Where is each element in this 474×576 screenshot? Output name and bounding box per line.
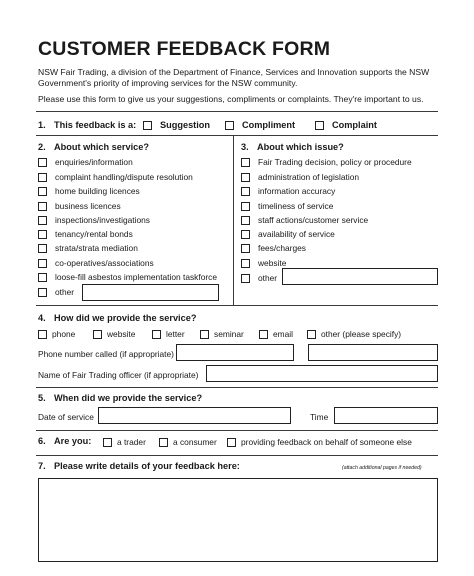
checkbox[interactable]	[103, 438, 112, 447]
checkbox[interactable]	[38, 259, 47, 268]
issue-other-field[interactable]	[282, 268, 438, 285]
checkbox[interactable]	[241, 230, 250, 239]
divider	[36, 305, 438, 306]
checkbox[interactable]	[259, 330, 268, 339]
section-7-label: Please write details of your feedback here:	[54, 461, 240, 471]
section-6-heading: 6. Are you:	[38, 436, 92, 446]
section-2-label: About which service?	[54, 142, 149, 152]
issue-option[interactable]: fees/charges	[241, 243, 306, 253]
service-option[interactable]: co-operatives/associations	[38, 258, 154, 268]
feedback-type-complaint[interactable]: Complaint	[315, 120, 377, 130]
intro-line-1: NSW Fair Trading, a division of the Department of Finance, Services and Innovation supports the NSW	[38, 67, 430, 77]
channel-seminar[interactable]: seminar	[200, 329, 244, 339]
section-5-label: When did we provide the service?	[54, 393, 203, 403]
role-consumer[interactable]: a consumer	[159, 437, 217, 447]
phone-number-label: Phone number called (if appropriate)	[38, 349, 174, 359]
officer-name-label: Name of Fair Trading officer (if appropriate)	[38, 370, 199, 380]
checkbox[interactable]	[38, 187, 47, 196]
divider	[36, 135, 438, 136]
checkbox[interactable]	[241, 244, 250, 253]
checkbox[interactable]	[241, 216, 250, 225]
checkbox[interactable]	[241, 158, 250, 167]
service-option[interactable]: strata/strata mediation	[38, 243, 138, 253]
service-option[interactable]: home building licences	[38, 186, 140, 196]
section-1-label: This feedback is a:	[54, 120, 137, 130]
form-title: CUSTOMER FEEDBACK FORM	[38, 38, 331, 60]
service-option-other[interactable]: other	[38, 287, 74, 297]
feedback-type-compliment[interactable]: Compliment	[225, 120, 295, 130]
issue-option[interactable]: website	[241, 258, 286, 268]
section-4-heading: 4. How did we provide the service?	[38, 313, 197, 323]
issue-option[interactable]: administration of legislation	[241, 172, 359, 182]
section-6-label: Are you:	[54, 436, 92, 446]
checkbox[interactable]	[225, 121, 234, 130]
role-on-behalf[interactable]: providing feedback on behalf of someone else	[227, 437, 412, 447]
checkbox[interactable]	[241, 274, 250, 283]
checkbox[interactable]	[200, 330, 209, 339]
checkbox[interactable]	[143, 121, 152, 130]
checkbox[interactable]	[38, 230, 47, 239]
divider	[36, 430, 438, 431]
channel-email[interactable]: email	[259, 329, 293, 339]
service-option[interactable]: tenancy/rental bonds	[38, 229, 133, 239]
checkbox[interactable]	[152, 330, 161, 339]
officer-name-field[interactable]	[206, 365, 438, 382]
checkbox[interactable]	[38, 173, 47, 182]
date-of-service-label: Date of service	[38, 412, 94, 422]
divider	[36, 111, 438, 112]
checkbox[interactable]	[227, 438, 236, 447]
role-trader[interactable]: a trader	[103, 437, 146, 447]
channel-phone[interactable]: phone	[38, 329, 75, 339]
section-7-heading: 7. Please write details of your feedback here:	[38, 461, 240, 471]
service-other-field[interactable]	[82, 284, 219, 301]
phone-number-field[interactable]	[176, 344, 294, 361]
checkbox[interactable]	[159, 438, 168, 447]
checkbox[interactable]	[241, 187, 250, 196]
feedback-type-suggestion[interactable]: Suggestion	[143, 120, 210, 130]
time-field[interactable]	[334, 407, 438, 424]
other-channel-field[interactable]	[308, 344, 438, 361]
column-divider	[233, 135, 234, 305]
time-label: Time	[310, 412, 329, 422]
section-1-heading: 1. This feedback is a:	[38, 120, 137, 130]
checkbox[interactable]	[38, 273, 47, 282]
issue-option[interactable]: availability of service	[241, 229, 335, 239]
checkbox[interactable]	[38, 244, 47, 253]
service-option[interactable]: complaint handling/dispute resolution	[38, 172, 193, 182]
channel-website[interactable]: website	[93, 329, 135, 339]
service-option[interactable]: business licences	[38, 201, 121, 211]
date-of-service-field[interactable]	[98, 407, 291, 424]
issue-option[interactable]: information accuracy	[241, 186, 335, 196]
checkbox[interactable]	[241, 202, 250, 211]
service-option[interactable]: inspections/investigations	[38, 215, 150, 225]
issue-option[interactable]: timeliness of service	[241, 201, 333, 211]
checkbox[interactable]	[38, 288, 47, 297]
issue-option[interactable]: staff actions/customer service	[241, 215, 368, 225]
divider	[36, 455, 438, 456]
issue-option-other[interactable]: other	[241, 273, 277, 283]
channel-other[interactable]: other (please specify)	[307, 329, 401, 339]
section-5-heading: 5. When did we provide the service?	[38, 393, 203, 403]
feedback-details-textarea[interactable]	[38, 478, 438, 562]
checkbox[interactable]	[241, 259, 250, 268]
intro-line-2: Government's priority of improving services for the NSW community.	[38, 78, 298, 88]
checkbox[interactable]	[38, 216, 47, 225]
issue-option[interactable]: Fair Trading decision, policy or procedure	[241, 157, 412, 167]
attach-pages-note: (attach additional pages if needed)	[342, 465, 422, 471]
section-2-heading: 2. About which service?	[38, 142, 149, 152]
section-3-heading: 3. About which issue?	[241, 142, 344, 152]
section-3-label: About which issue?	[257, 142, 344, 152]
channel-letter[interactable]: letter	[152, 329, 185, 339]
service-option[interactable]: loose-fill asbestos implementation taskforce	[38, 272, 217, 282]
intro-line-3: Please use this form to give us your suggestions, compliments or complaints. They're important to us.	[38, 94, 424, 104]
checkbox[interactable]	[93, 330, 102, 339]
checkbox[interactable]	[38, 202, 47, 211]
checkbox[interactable]	[315, 121, 324, 130]
checkbox[interactable]	[38, 330, 47, 339]
checkbox[interactable]	[38, 158, 47, 167]
section-4-label: How did we provide the service?	[54, 313, 197, 323]
divider	[36, 387, 438, 388]
checkbox[interactable]	[241, 173, 250, 182]
service-option[interactable]: enquiries/information	[38, 157, 133, 167]
checkbox[interactable]	[307, 330, 316, 339]
